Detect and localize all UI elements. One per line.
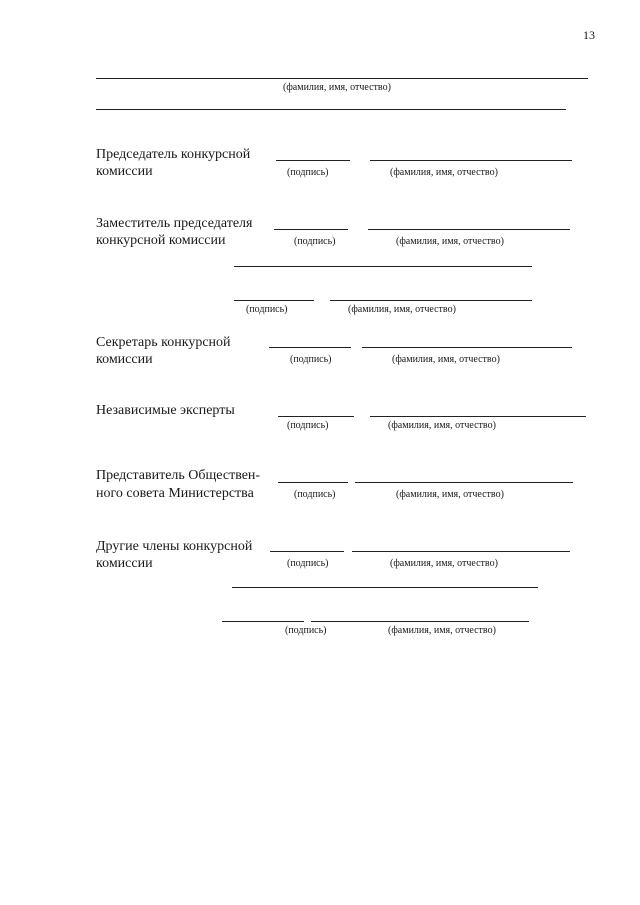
- full-name-line: [370, 160, 572, 161]
- role-other-members-line1: Другие члены конкурсной: [96, 539, 253, 554]
- role-deputy-chairman-line2: конкурсной комиссии: [96, 233, 226, 248]
- role-chairman-line1: Председатель конкурсной: [96, 147, 251, 162]
- full-name-line: [330, 300, 532, 301]
- signature-line: [276, 160, 350, 161]
- full-name-caption: (фамилия, имя, отчество): [390, 167, 498, 178]
- full-name-line: [352, 551, 570, 552]
- role-secretary-line1: Секретарь конкурсной: [96, 335, 231, 350]
- signature-line: [269, 347, 351, 348]
- full-name-caption: (фамилия, имя, отчество): [388, 420, 496, 431]
- role-deputy-chairman-line1: Заместитель председателя: [96, 216, 253, 231]
- signature-line: [278, 482, 348, 483]
- role-other-members-line2: комиссии: [96, 556, 153, 571]
- role-experts-line1: Независимые эксперты: [96, 403, 235, 418]
- full-name-caption: (фамилия, имя, отчество): [388, 625, 496, 636]
- signature-caption: (подпись): [294, 236, 336, 247]
- role-public-council-line2: ного совета Министерства: [96, 486, 254, 501]
- extra-member-line: [232, 587, 538, 588]
- full-name-caption: (фамилия, имя, отчество): [283, 82, 391, 93]
- signature-line: [234, 300, 314, 301]
- signature-caption: (подпись): [285, 625, 327, 636]
- role-secretary-line2: комиссии: [96, 352, 153, 367]
- signature-caption: (подпись): [294, 489, 336, 500]
- signature-caption: (подпись): [287, 558, 329, 569]
- signature-line: [278, 416, 354, 417]
- name-line: [96, 78, 588, 79]
- full-name-caption: (фамилия, имя, отчество): [396, 489, 504, 500]
- full-name-caption: (фамилия, имя, отчество): [348, 304, 456, 315]
- page-number: 13: [583, 28, 595, 42]
- extra-line: [96, 109, 566, 110]
- full-name-line: [355, 482, 573, 483]
- signature-line: [274, 229, 348, 230]
- extra-member-line: [234, 266, 532, 267]
- signature-caption: (подпись): [290, 354, 332, 365]
- signature-line: [270, 551, 344, 552]
- full-name-caption: (фамилия, имя, отчество): [390, 558, 498, 569]
- signature-caption: (подпись): [287, 420, 329, 431]
- full-name-caption: (фамилия, имя, отчество): [392, 354, 500, 365]
- full-name-caption: (фамилия, имя, отчество): [396, 236, 504, 247]
- role-chairman-line2: комиссии: [96, 164, 153, 179]
- full-name-line: [362, 347, 572, 348]
- signature-caption: (подпись): [287, 167, 329, 178]
- signature-caption: (подпись): [246, 304, 288, 315]
- full-name-line: [368, 229, 570, 230]
- signature-line: [222, 621, 304, 622]
- role-public-council-line1: Представитель Обществен-: [96, 468, 261, 483]
- full-name-line: [370, 416, 586, 417]
- full-name-line: [311, 621, 529, 622]
